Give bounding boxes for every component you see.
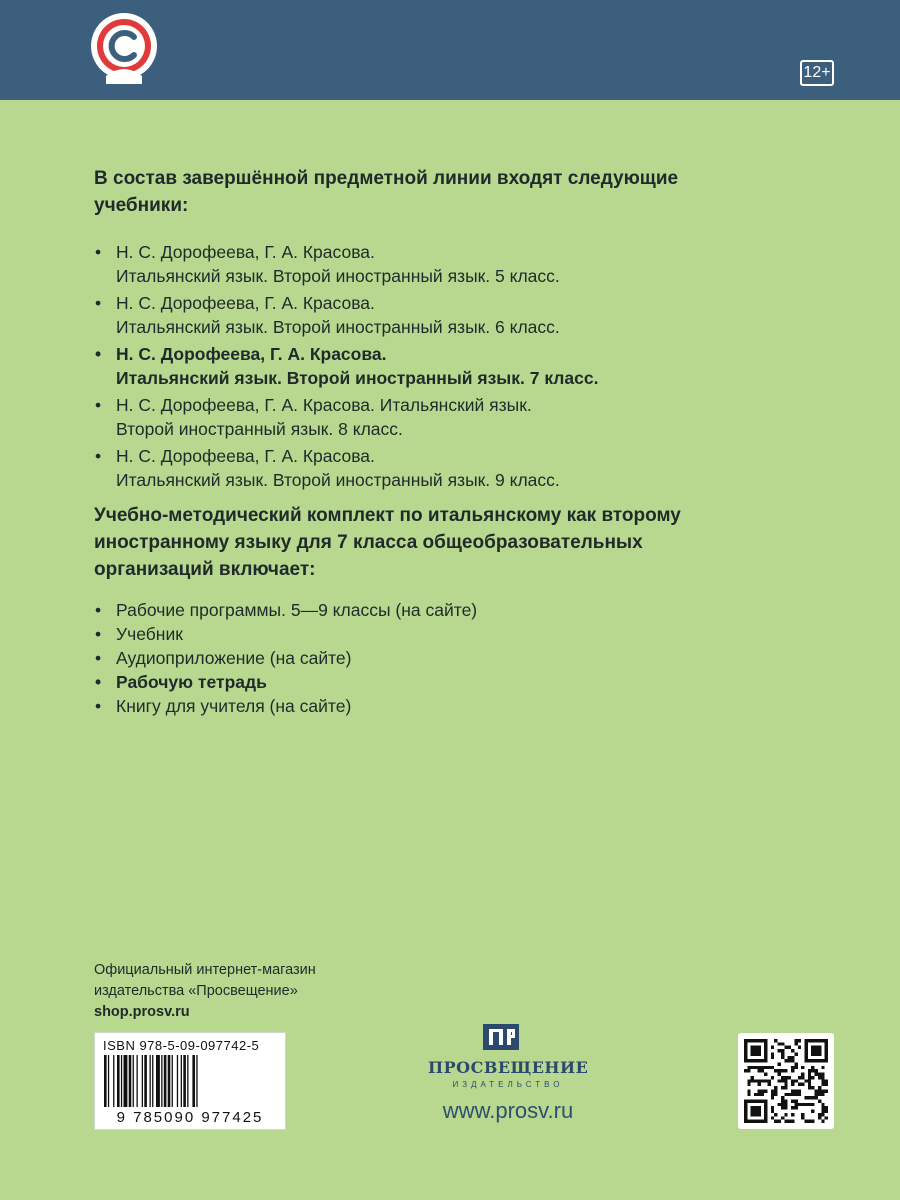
bullet-icon: • bbox=[95, 600, 102, 620]
list-item bbox=[94, 291, 814, 339]
bullet-icon: • bbox=[95, 344, 102, 364]
list-item-current bbox=[94, 342, 814, 390]
bullet-icon: • bbox=[95, 395, 102, 415]
bullet-icon: • bbox=[95, 293, 102, 313]
publisher-website[interactable]: www.prosv.ru bbox=[442, 1098, 574, 1123]
item-line: Н. С. Дорофеева, Г. А. Красова. bbox=[116, 293, 375, 313]
item-text: Аудиоприложение (на сайте) bbox=[116, 648, 352, 668]
item-text: Учебник bbox=[116, 624, 183, 644]
list-item bbox=[94, 622, 814, 646]
kit-heading bbox=[94, 502, 814, 583]
heading-line: иностранному языку для 7 класса общеобразовательных bbox=[94, 532, 643, 553]
heading-line: В состав завершённой предметной линии входят следующие bbox=[94, 168, 679, 189]
barcode-digits: 9 785090 977425 bbox=[116, 1109, 264, 1126]
shop-url: shop.prosv.ru bbox=[94, 1004, 190, 1020]
item-line: Итальянский язык. Второй иностранный язык. 9 класс. bbox=[116, 470, 560, 490]
list-item-current bbox=[94, 670, 814, 694]
top-band bbox=[0, 0, 900, 100]
item-line: Итальянский язык. Второй иностранный язык. 6 класс. bbox=[116, 317, 560, 337]
item-line: Н. С. Дорофеева, Г. А. Красова. Итальянский язык. bbox=[116, 395, 532, 415]
list-item bbox=[94, 240, 814, 288]
list-item bbox=[94, 694, 814, 718]
item-line: Н. С. Дорофеева, Г. А. Красова. bbox=[116, 446, 375, 466]
item-line: Н. С. Дорофеева, Г. А. Красова. bbox=[116, 242, 375, 262]
item-line: Итальянский язык. Второй иностранный язык. 5 класс. bbox=[116, 266, 560, 286]
list-item bbox=[94, 598, 814, 622]
series-heading bbox=[94, 165, 794, 219]
heading-line: организаций включает: bbox=[94, 559, 316, 580]
series-logo-icon bbox=[84, 6, 164, 92]
shop-info bbox=[94, 960, 414, 1023]
heading-line: учебники: bbox=[94, 195, 189, 216]
qr-code-icon bbox=[744, 1039, 828, 1123]
shop-line: Официальный интернет-магазин bbox=[94, 962, 316, 978]
age-rating-badge: 12+ bbox=[800, 60, 834, 86]
textbook-list bbox=[94, 240, 814, 495]
item-line: Второй иностранный язык. 8 класс. bbox=[116, 419, 403, 439]
bullet-icon: • bbox=[95, 446, 102, 466]
publisher-name: ПРОСВЕЩЕНИЕ bbox=[428, 1058, 589, 1077]
item-line: Итальянский язык. Второй иностранный язык. 7 класс. bbox=[116, 368, 599, 388]
barcode-icon bbox=[103, 1055, 277, 1107]
qr-code bbox=[738, 1033, 834, 1129]
isbn-barcode bbox=[94, 1032, 286, 1130]
bullet-icon: • bbox=[95, 648, 102, 668]
publisher-logo-icon bbox=[481, 1022, 521, 1052]
bullet-icon: • bbox=[95, 242, 102, 262]
bullet-icon: • bbox=[95, 624, 102, 644]
bullet-icon: • bbox=[95, 672, 102, 692]
item-line: Н. С. Дорофеева, Г. А. Красова. bbox=[116, 344, 387, 364]
item-text: Рабочие программы. 5—9 классы (на сайте) bbox=[116, 600, 478, 620]
list-item bbox=[94, 646, 814, 670]
item-text: Рабочую тетрадь bbox=[116, 672, 267, 692]
bullet-icon: • bbox=[95, 696, 102, 716]
kit-list bbox=[94, 598, 814, 718]
shop-line: издательства «Просвещение» bbox=[94, 983, 298, 999]
publisher-subtitle: ИЗДАТЕЛЬСТВО bbox=[452, 1080, 564, 1089]
list-item bbox=[94, 444, 814, 492]
item-text: Книгу для учителя (на сайте) bbox=[116, 696, 352, 716]
list-item bbox=[94, 393, 814, 441]
heading-line: Учебно-методический комплект по итальянскому как второму bbox=[94, 505, 681, 526]
isbn-label: ISBN 978-5-09-097742-5 bbox=[103, 1038, 260, 1053]
